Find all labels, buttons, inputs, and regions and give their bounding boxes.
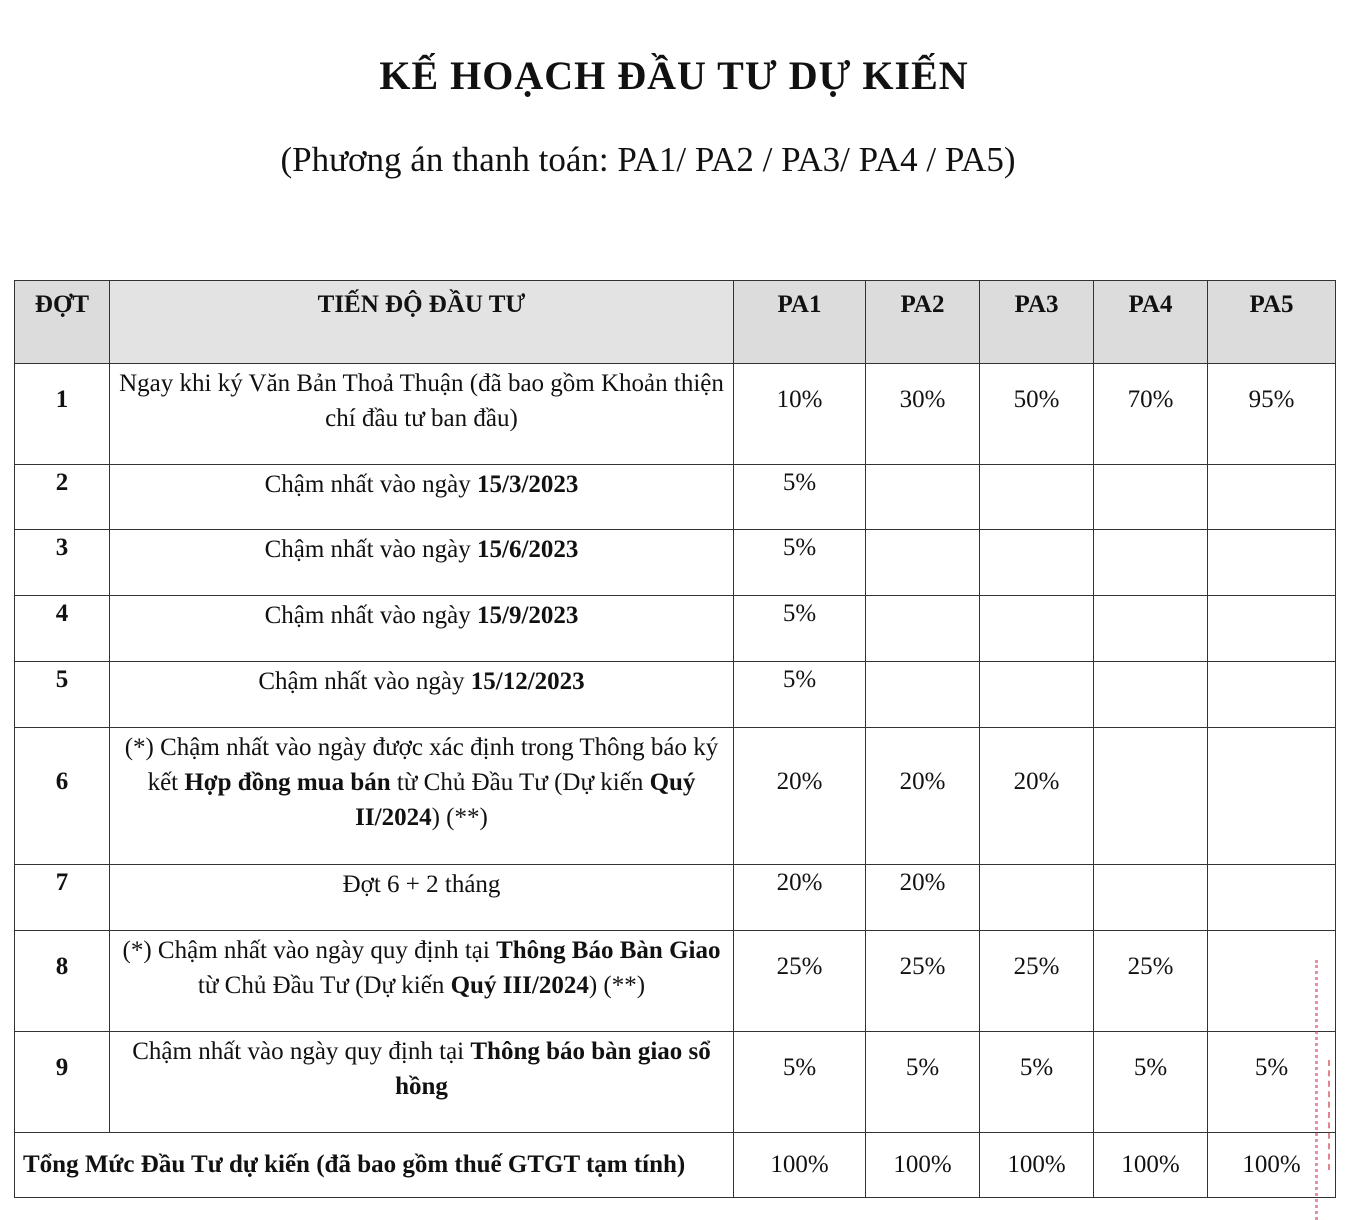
row-desc: Chậm nhất vào ngày 15/3/2023 xyxy=(110,465,734,530)
investment-plan-table xyxy=(14,280,1336,1198)
total-row xyxy=(15,1133,1336,1198)
table-row xyxy=(15,364,1336,465)
header-progress: TIẾN ĐỘ ĐẦU TƯ xyxy=(110,281,734,364)
cell-pa4: 25% xyxy=(1127,953,1174,980)
cell-pa5 xyxy=(1214,662,1329,666)
header-dot: ĐỢT xyxy=(15,281,110,364)
cell-pa5 xyxy=(1214,728,1329,768)
row-dot: 3 xyxy=(55,534,69,561)
total-pa4: 100% xyxy=(1121,1151,1180,1178)
row-dot: 7 xyxy=(55,869,69,896)
row-dot: 9 xyxy=(55,1054,69,1081)
cell-pa4: 5% xyxy=(1133,1054,1168,1081)
total-pa2: 100% xyxy=(893,1151,952,1178)
cell-pa4: 70% xyxy=(1127,386,1174,413)
cell-pa2: 20% xyxy=(899,768,946,795)
cell-pa3 xyxy=(986,865,1087,869)
header-pa2: PA2 xyxy=(866,281,980,364)
row-dot: 4 xyxy=(55,600,69,627)
table-row xyxy=(15,865,1336,931)
row-desc: Chậm nhất vào ngày quy định tại Thông báo bàn giao sổ hồng xyxy=(110,1032,734,1133)
cell-pa1: 5% xyxy=(782,1054,817,1081)
table-row xyxy=(15,596,1336,662)
cell-pa2: 30% xyxy=(899,386,946,413)
table-row xyxy=(15,1032,1336,1133)
cell-pa3: 25% xyxy=(1013,953,1060,980)
cell-pa1: 5% xyxy=(782,666,817,693)
cell-pa3: 50% xyxy=(1013,386,1060,413)
cell-pa2: 5% xyxy=(905,1054,940,1081)
cell-pa5: 95% xyxy=(1248,386,1295,413)
cell-pa4 xyxy=(1100,596,1201,600)
cell-pa5 xyxy=(1214,596,1329,600)
row-dot: 8 xyxy=(55,953,69,980)
cell-pa1: 5% xyxy=(782,534,817,561)
cell-pa5 xyxy=(1214,465,1329,469)
cell-pa3: 5% xyxy=(1019,1054,1054,1081)
cell-pa1: 10% xyxy=(776,386,823,413)
cell-pa1: 20% xyxy=(776,768,823,795)
table-row xyxy=(15,465,1336,530)
total-label: Tổng Mức Đầu Tư dự kiến (đã bao gồm thuế GTGT tạm tính) xyxy=(15,1133,734,1198)
cell-pa5 xyxy=(1214,530,1329,534)
cell-pa2 xyxy=(872,465,973,469)
cell-pa3 xyxy=(986,596,1087,600)
row-dot: 5 xyxy=(55,666,69,693)
page-title: KẾ HOẠCH ĐẦU TƯ DỰ KIẾN xyxy=(379,53,969,98)
table-row xyxy=(15,530,1336,596)
row-desc: (*) Chậm nhất vào ngày được xác định trong Thông báo ký kết Hợp đồng mua bán từ Chủ Đầu Tư (Dự kiến Quý II/2024) (**) xyxy=(110,728,734,865)
cell-pa5 xyxy=(1214,865,1329,869)
row-dot: 2 xyxy=(55,469,69,496)
row-desc: Chậm nhất vào ngày 15/6/2023 xyxy=(110,530,734,596)
cell-pa5 xyxy=(1214,931,1329,953)
header-pa3: PA3 xyxy=(980,281,1094,364)
row-desc: Chậm nhất vào ngày 15/9/2023 xyxy=(110,596,734,662)
cell-pa2: 20% xyxy=(899,869,946,896)
cell-pa3 xyxy=(986,662,1087,666)
row-desc: Ngay khi ký Văn Bản Thoả Thuận (đã bao gồm Khoản thiện chí đầu tư ban đầu) xyxy=(110,364,734,465)
row-desc: Đợt 6 + 2 tháng xyxy=(110,865,734,931)
red-stamp-fragment xyxy=(1315,960,1348,1220)
cell-pa4 xyxy=(1100,865,1201,869)
cell-pa4 xyxy=(1100,728,1201,768)
table-row xyxy=(15,931,1336,1032)
header-pa4: PA4 xyxy=(1094,281,1208,364)
cell-pa2: 25% xyxy=(899,953,946,980)
header-pa1: PA1 xyxy=(734,281,866,364)
cell-pa3 xyxy=(986,465,1087,469)
cell-pa1: 5% xyxy=(782,469,817,496)
cell-pa3: 20% xyxy=(1013,768,1060,795)
cell-pa5: 5% xyxy=(1254,1054,1289,1081)
total-pa3: 100% xyxy=(1007,1151,1066,1178)
cell-pa2 xyxy=(872,596,973,600)
cell-pa3 xyxy=(986,530,1087,534)
table-row xyxy=(15,662,1336,728)
cell-pa4 xyxy=(1100,662,1201,666)
cell-pa1: 5% xyxy=(782,600,817,627)
cell-pa2 xyxy=(872,662,973,666)
row-dot: 6 xyxy=(55,768,69,795)
total-pa5: 100% xyxy=(1242,1151,1301,1178)
total-pa1: 100% xyxy=(770,1151,829,1178)
header-pa5: PA5 xyxy=(1208,281,1336,364)
cell-pa2 xyxy=(872,530,973,534)
table-row xyxy=(15,728,1336,865)
row-desc: (*) Chậm nhất vào ngày quy định tại Thông Báo Bàn Giao từ Chủ Đầu Tư (Dự kiến Quý III/2024) (**) xyxy=(110,931,734,1032)
cell-pa1: 20% xyxy=(776,869,823,896)
cell-pa4 xyxy=(1100,465,1201,469)
row-desc: Chậm nhất vào ngày 15/12/2023 xyxy=(110,662,734,728)
cell-pa1: 25% xyxy=(776,953,823,980)
row-dot: 1 xyxy=(55,386,69,413)
page-subtitle: (Phương án thanh toán: PA1/ PA2 / PA3/ PA4 / PA5) xyxy=(280,140,1016,179)
cell-pa4 xyxy=(1100,530,1201,534)
table-header-row xyxy=(15,281,1336,364)
